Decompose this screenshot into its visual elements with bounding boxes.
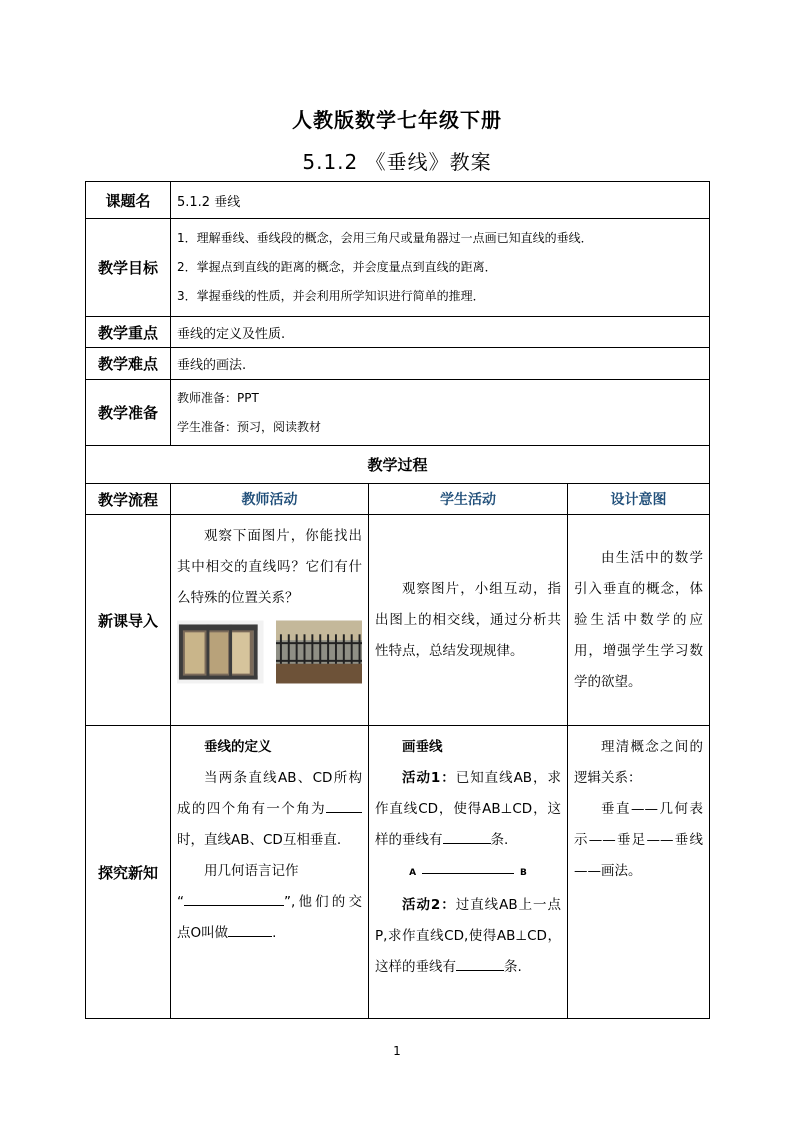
prep-row — [86, 380, 710, 446]
definition-part2: 时，直线AB、CD互相垂直. — [177, 832, 342, 848]
document-subtitle: 5.1.2 《垂线》教案 — [302, 150, 492, 174]
explore-teacher-cell — [171, 726, 369, 1019]
goal-item: 3．掌握垂线的性质，并会利用所学知识进行简单的推理． — [177, 289, 485, 303]
goal-list — [171, 219, 710, 317]
point-b-label: B — [520, 867, 527, 878]
lesson-plan-table — [85, 181, 710, 1019]
process-title-row — [86, 446, 710, 484]
notation-part1: 用几何语言记作 — [204, 863, 299, 879]
prep-teacher: 教师准备：PPT — [177, 390, 259, 405]
activity1-label: 活动1： — [402, 770, 456, 786]
goal-item: 2．掌握点到直线的距离的概念，并会度量点到直线的距离． — [177, 260, 497, 274]
intro-teacher-text: 观察下面图片，你能找出其中相交的直线吗？它们有什么特殊的位置关系？ — [177, 528, 362, 606]
prep-student: 学生准备：预习，阅读教材 — [177, 419, 322, 434]
notation-open-quote: “ — [177, 894, 184, 910]
line-ab — [422, 873, 514, 874]
goal-item: 1．理解垂线、垂线段的概念，会用三角尺或量角器过一点画已知直线的垂线． — [177, 231, 593, 245]
activity1-end: 条. — [490, 832, 509, 848]
explore-intent-cell — [568, 726, 710, 1019]
foot-blank[interactable] — [228, 923, 272, 938]
activity2-end: 条. — [504, 959, 522, 975]
angle-blank[interactable] — [326, 799, 362, 814]
activity2-label: 活动2： — [402, 897, 456, 913]
notation-period: . — [272, 925, 277, 941]
intro-label: 新课导入 — [86, 515, 171, 726]
notation-text — [177, 856, 362, 949]
activity2-body: 过直线AB上一点P,求作直线CD,使得AB⊥CD，这样的垂线有 — [375, 897, 561, 975]
process-title: 教学过程 — [86, 446, 710, 484]
intro-row — [86, 515, 710, 726]
intro-teacher-cell — [171, 515, 369, 726]
col-student: 学生活动 — [369, 484, 568, 515]
col-intent: 设计意图 — [568, 484, 710, 515]
intro-student: 观察图片，小组互动，指出图上的相交线，通过分析共性特点，总结发现规律。 — [369, 515, 568, 726]
explore-student-cell — [369, 726, 568, 1019]
difficulty-label: 教学难点 — [86, 348, 171, 380]
draw-heading: 画垂线 — [402, 739, 443, 755]
activity1-blank[interactable] — [443, 830, 491, 845]
topic-row — [86, 182, 710, 219]
key-value: 垂线的定义及性质. — [171, 317, 710, 348]
definition-part1: 当两条直线AB、CD所构成的四个角有一个角为 — [177, 770, 362, 817]
difficulty-value: 垂线的画法. — [171, 348, 710, 380]
col-teacher: 教师活动 — [171, 484, 369, 515]
process-header-row — [86, 484, 710, 515]
intent-logic: 理清概念之间的逻辑关系： — [574, 739, 703, 786]
window-photo — [177, 620, 264, 684]
activity2-text — [375, 890, 561, 983]
intent-chain: 垂直——几何表示——垂足——垂线——画法。 — [574, 801, 703, 879]
activity1-body: 已知直线AB，求作直线CD，使得AB⊥CD，这样的垂线有 — [375, 770, 561, 848]
page-number: 1 — [393, 1044, 401, 1058]
prep-label: 教学准备 — [86, 380, 171, 446]
topic-label: 课题名 — [86, 182, 171, 219]
activity1-text — [375, 763, 561, 856]
notation-blank[interactable] — [184, 892, 284, 907]
point-a-label: A — [409, 867, 417, 878]
goals-row — [86, 219, 710, 317]
document-title: 人教版数学七年级下册 — [292, 108, 502, 132]
difficulty-row — [86, 348, 710, 380]
definition-text — [177, 763, 362, 856]
fence-photo — [276, 620, 363, 684]
intro-intent: 由生活中的数学引入垂直的概念，体验生活中数学的应用，增强学生学习数学的欲望。 — [568, 515, 710, 726]
goal-label: 教学目标 — [86, 219, 171, 317]
explore-label: 探究新知 — [86, 726, 171, 1019]
activity2-blank[interactable] — [456, 957, 504, 972]
definition-heading: 垂线的定义 — [204, 739, 272, 755]
key-label: 教学重点 — [86, 317, 171, 348]
topic-value: 5.1.2 垂线 — [171, 182, 710, 219]
key-row — [86, 317, 710, 348]
col-flow: 教学流程 — [86, 484, 171, 515]
prep-value — [171, 380, 710, 446]
explore-row — [86, 726, 710, 1019]
intro-images — [171, 620, 368, 684]
notation-part2: ”,他们的交点O叫做 — [177, 894, 362, 941]
line-ab-figure — [375, 856, 561, 890]
